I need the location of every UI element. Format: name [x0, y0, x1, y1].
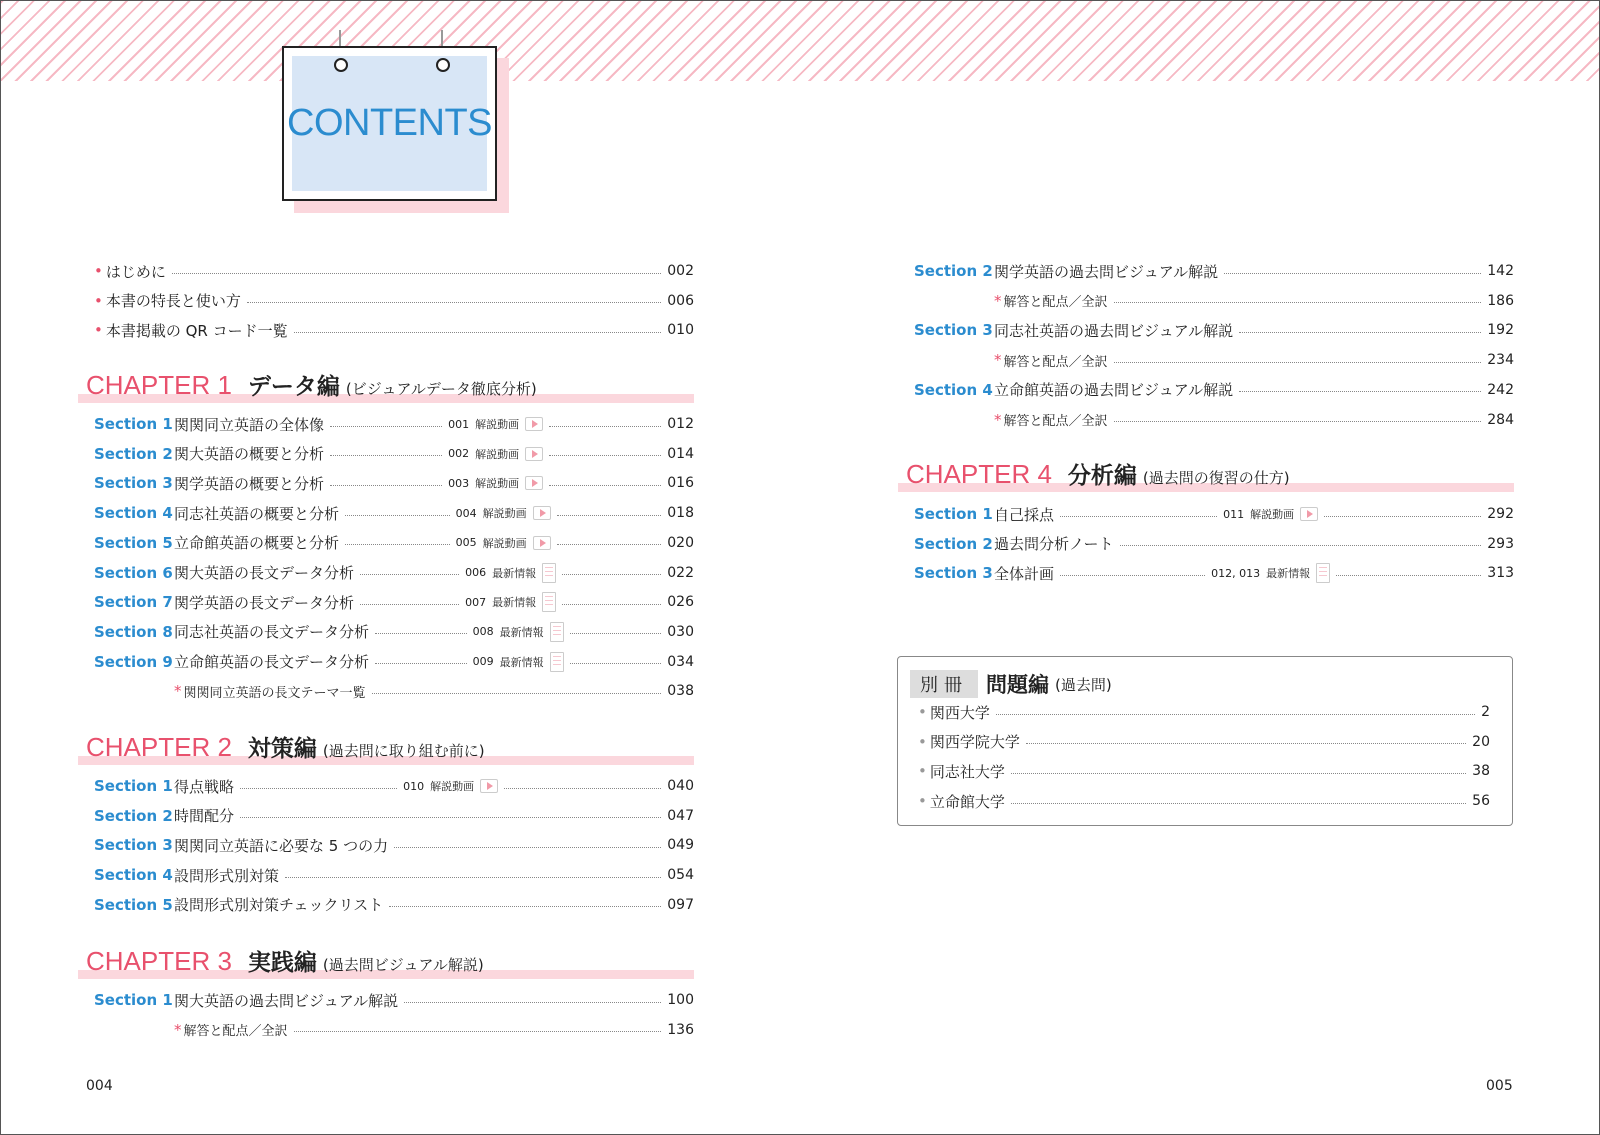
section-number: Section 7 [94, 593, 173, 612]
leader-dots [1120, 545, 1482, 546]
qr-tag [1223, 506, 1318, 522]
qr-tag [473, 622, 564, 642]
entry-title: はじめに [105, 262, 166, 281]
leader-dots [294, 332, 662, 333]
page-number: 012 [667, 416, 694, 432]
entry-title: 関学英語の概要と分析 [174, 474, 325, 493]
asterisk-icon: * [174, 682, 182, 701]
document-icon [542, 563, 556, 583]
leader-dots [285, 877, 661, 878]
leader-dots [345, 515, 450, 516]
header-stripes [1, 1, 1599, 81]
leader-dots [1114, 362, 1482, 363]
leader-dots [549, 426, 661, 427]
leader-dots [504, 788, 661, 789]
leader-dots [330, 426, 442, 427]
section-entry[interactable] [94, 832, 694, 858]
leader-dots [1324, 516, 1481, 517]
section-entry[interactable] [94, 500, 694, 526]
section-number: Section 2 [914, 262, 993, 280]
entry-title: 関西大学 [929, 703, 990, 722]
page-number: 100 [667, 992, 694, 1008]
page-number: 047 [667, 807, 694, 824]
leader-dots [1114, 421, 1482, 422]
section-entry[interactable] [914, 560, 1514, 586]
entry-title: 自己採点 [994, 505, 1055, 524]
page-number: 006 [667, 292, 694, 309]
section-entry[interactable] [914, 501, 1514, 527]
qr-tag [456, 505, 551, 521]
entry-title: 関大英語の過去問ビジュアル解説 [174, 991, 399, 1010]
section-entry[interactable] [94, 589, 694, 615]
page-number: 010 [667, 322, 694, 339]
leader-dots [404, 1002, 661, 1003]
video-play-icon [525, 417, 543, 431]
video-play-icon [480, 779, 498, 793]
asterisk-icon: * [994, 291, 1002, 310]
contents-title: CONTENTS [287, 102, 492, 144]
section-entry[interactable] [94, 987, 694, 1013]
title-card [282, 46, 497, 201]
chapter-heading-ch1 [78, 363, 694, 403]
ring-left [334, 58, 348, 72]
section-number: Section 2 [94, 444, 173, 463]
entry-title: 全体計画 [994, 564, 1055, 583]
leader-dots [240, 788, 397, 789]
entry-title: 立命館大学 [929, 792, 1005, 811]
section-number: Section 5 [94, 533, 173, 552]
entry-title: 立命館英語の過去問ビジュアル解説 [994, 381, 1234, 400]
leader-dots [1026, 743, 1466, 744]
page-number: 142 [1487, 263, 1514, 279]
entry-title: 解答と配点／全訳 [183, 1024, 288, 1040]
leader-dots [1060, 516, 1217, 517]
note-entry[interactable] [914, 347, 1514, 373]
page-number: 293 [1487, 535, 1514, 552]
entry-title: 立命館英語の長文データ分析 [174, 653, 370, 672]
section-entry[interactable] [94, 411, 694, 437]
document-icon [550, 622, 564, 642]
qr-tag [473, 652, 564, 672]
chapter-heading-ch4 [898, 452, 1514, 492]
bessatsu-title: 問題編 [986, 673, 1049, 697]
page-number: 38 [1472, 763, 1490, 780]
section-entry[interactable] [914, 531, 1514, 557]
entry-title: 時間配分 [174, 807, 235, 826]
entry-title: 関関同立英語の長文テーマ一覧 [183, 685, 366, 701]
bessatsu-entry[interactable] [918, 758, 1490, 784]
qr-tag [403, 778, 498, 794]
leader-dots [394, 847, 661, 848]
page-number: 049 [667, 837, 694, 854]
section-entry[interactable] [94, 619, 694, 645]
bullet-icon: • [918, 792, 927, 811]
qr-tag [448, 446, 543, 462]
entry-title: 関学英語の長文データ分析 [174, 593, 355, 612]
chapter-text [86, 944, 484, 977]
leader-dots [570, 663, 662, 664]
section-number: Section 6 [94, 563, 173, 582]
qr-kind: 解説動画 [1250, 508, 1295, 521]
bullet-icon: • [94, 262, 103, 280]
page-number: 026 [667, 594, 694, 611]
page-number: 292 [1487, 506, 1514, 522]
bessatsu-subtitle: (過去問) [1055, 675, 1112, 694]
entry-title: 得点戦略 [174, 777, 235, 796]
video-play-icon [533, 536, 551, 550]
leader-dots [1224, 273, 1481, 274]
entry-title: 同志社英語の過去問ビジュアル解説 [994, 321, 1234, 340]
page-number: 038 [667, 683, 694, 700]
leader-dots [549, 485, 661, 486]
qr-code-number: 002 [448, 447, 470, 461]
page-number: 56 [1472, 793, 1490, 810]
entry-title: 設問形式別対策 [174, 866, 280, 885]
chapter-text [86, 368, 537, 401]
section-number: Section 3 [914, 564, 993, 583]
video-play-icon [533, 506, 551, 520]
note-entry[interactable] [914, 407, 1514, 433]
chapter-number: CHAPTER 2 [86, 732, 232, 762]
leader-dots [1239, 332, 1481, 333]
bessatsu-entry[interactable] [918, 729, 1490, 755]
bessatsu-header [910, 669, 1112, 699]
leader-dots [557, 515, 662, 516]
bullet-icon: • [918, 762, 927, 781]
entry-title: 関大英語の長文データ分析 [174, 564, 355, 582]
qr-tag [456, 535, 551, 551]
section-number: Section 1 [94, 777, 173, 795]
page-number: 2 [1481, 704, 1490, 720]
page-number: 097 [667, 896, 694, 913]
qr-code-number: 001 [448, 417, 470, 431]
leader-dots [360, 574, 459, 575]
qr-code-number: 007 [465, 595, 487, 609]
section-number: Section 3 [94, 836, 173, 855]
bessatsu-tag: 別冊 [910, 670, 978, 698]
leader-dots [1011, 803, 1466, 804]
qr-tag [465, 563, 556, 583]
page-number: 016 [667, 475, 694, 492]
entry-title: 同志社大学 [929, 762, 1005, 781]
entry-title: 本書の特長と使い方 [105, 292, 241, 311]
entry-title: 関関同立英語の全体像 [174, 415, 325, 434]
bessatsu-box [897, 656, 1513, 826]
page-number: 040 [667, 778, 694, 794]
asterisk-icon: * [174, 1020, 182, 1039]
qr-kind: 最新情報 [499, 655, 544, 669]
page-number: 284 [1487, 411, 1514, 428]
section-number: Section 1 [914, 505, 993, 523]
section-number: Section 9 [94, 652, 173, 671]
page-number: 136 [667, 1021, 694, 1038]
page-number: 054 [667, 867, 694, 884]
page-number: 186 [1487, 292, 1514, 309]
qr-code-number: 012, 013 [1211, 566, 1261, 580]
qr-tag [1211, 563, 1330, 583]
chapter-title: 対策編 [247, 736, 317, 762]
chapter-number: CHAPTER 3 [86, 946, 232, 976]
entry-title: 本書掲載の QR コード一覧 [105, 321, 288, 340]
leader-dots [247, 302, 661, 303]
page-number: 020 [667, 534, 694, 551]
section-entry[interactable] [94, 892, 694, 918]
qr-kind: 解説動画 [430, 780, 475, 793]
qr-kind: 解説動画 [475, 477, 520, 491]
entry-title: 設問形式別対策チェックリスト [174, 896, 384, 915]
section-entry[interactable] [94, 649, 694, 675]
chapter-title: 分析編 [1067, 463, 1137, 489]
leader-dots [1239, 391, 1481, 392]
entry-title: 同志社英語の長文データ分析 [174, 623, 370, 642]
page-number: 022 [667, 564, 694, 581]
leader-dots [172, 273, 661, 274]
page-number: 030 [667, 623, 694, 640]
section-number: Section 2 [914, 534, 993, 553]
section-number: Section 1 [94, 991, 173, 1009]
entry-title: 関学英語の過去問ビジュアル解説 [994, 262, 1219, 281]
page-number: 313 [1487, 565, 1515, 582]
leader-dots [375, 633, 467, 634]
section-entry[interactable] [94, 441, 694, 467]
intro-entry[interactable] [94, 288, 694, 314]
leader-dots [240, 817, 661, 818]
leader-dots [996, 714, 1475, 715]
section-entry[interactable] [94, 862, 694, 888]
video-play-icon [1300, 507, 1318, 521]
section-number: Section 8 [94, 622, 173, 641]
page-number: 002 [667, 263, 694, 279]
leader-dots [330, 455, 442, 456]
leader-dots [1011, 773, 1466, 774]
entry-title: 解答と配点／全訳 [1003, 295, 1108, 311]
qr-kind: 最新情報 [492, 566, 537, 580]
chapter-subtitle: (過去問に取り組む前に) [322, 742, 485, 760]
qr-kind: 最新情報 [1266, 567, 1311, 581]
page-number: 20 [1472, 733, 1490, 750]
section-number: Section 5 [94, 895, 173, 914]
leader-dots [1336, 575, 1481, 576]
entry-title: 関西学院大学 [929, 733, 1020, 752]
leader-dots [375, 663, 467, 664]
section-entry[interactable] [94, 470, 694, 496]
bullet-icon: • [918, 703, 927, 721]
chapter-text [906, 457, 1290, 490]
section-entry[interactable] [94, 560, 694, 586]
asterisk-icon: * [994, 351, 1002, 370]
qr-code-number: 006 [465, 566, 487, 579]
leader-dots [330, 485, 442, 486]
qr-code-number: 003 [448, 476, 470, 490]
qr-kind: 解説動画 [482, 536, 527, 550]
note-entry[interactable] [94, 678, 694, 704]
page-number: 014 [667, 445, 694, 462]
section-number: Section 4 [94, 504, 173, 523]
page-number: 234 [1487, 352, 1514, 369]
folio-left: 004 [86, 1078, 113, 1094]
leader-dots [570, 633, 662, 634]
entry-title: 関関同立英語に必要な 5 つの力 [174, 836, 389, 855]
bullet-icon: • [94, 291, 103, 310]
qr-code-number: 008 [472, 625, 494, 639]
chapter-title: データ編 [247, 374, 340, 400]
entry-title: 立命館英語の概要と分析 [174, 534, 340, 553]
leader-dots [294, 1031, 662, 1032]
section-entry[interactable] [94, 773, 694, 799]
chapter-heading-ch3 [78, 939, 694, 979]
section-number: Section 4 [914, 380, 993, 399]
note-entry[interactable] [94, 1017, 694, 1043]
bullet-icon: • [94, 321, 103, 340]
qr-tag [448, 416, 543, 432]
page-number: 192 [1487, 322, 1514, 339]
qr-code-number: 004 [455, 506, 477, 520]
document-icon [1316, 563, 1330, 583]
qr-code-number: 009 [472, 655, 494, 669]
intro-entry[interactable] [94, 317, 694, 343]
chapter-subtitle: (過去問の復習の仕方) [1142, 469, 1290, 487]
chapter-subtitle: (過去問ビジュアル解説) [322, 956, 484, 974]
chapter-subtitle: (ビジュアルデータ徹底分析) [345, 380, 537, 398]
chapter-heading-ch2 [78, 725, 694, 765]
leader-dots [562, 574, 661, 575]
page-number: 242 [1487, 381, 1514, 398]
chapter-number: CHAPTER 1 [86, 370, 232, 400]
section-number: Section 2 [94, 806, 173, 825]
leader-dots [1114, 302, 1482, 303]
title-inner [287, 56, 492, 191]
page-number: 034 [667, 653, 694, 670]
bessatsu-entry[interactable] [918, 699, 1490, 725]
section-number: Section 3 [914, 321, 993, 340]
qr-tag [465, 592, 556, 612]
ring-right [436, 58, 450, 72]
qr-kind: 最新情報 [492, 596, 537, 610]
leader-dots [389, 906, 661, 907]
leader-dots [1060, 575, 1205, 576]
leader-dots [372, 693, 662, 694]
chapter-text [86, 730, 485, 763]
entry-title: 過去問分析ノート [994, 535, 1114, 554]
section-number: Section 1 [94, 415, 173, 433]
folio-right: 005 [1486, 1078, 1513, 1094]
entry-title: 解答と配点／全訳 [1003, 354, 1108, 370]
bullet-icon: • [918, 732, 927, 751]
intro-entry[interactable] [94, 258, 694, 284]
entry-title: 同志社英語の概要と分析 [174, 504, 340, 523]
document-icon [542, 592, 556, 612]
section-entry[interactable] [914, 377, 1514, 403]
chapter-number: CHAPTER 4 [906, 459, 1052, 489]
document-icon [550, 652, 564, 672]
qr-tag [448, 475, 543, 491]
section-entry[interactable] [94, 803, 694, 829]
entry-title: 関大英語の概要と分析 [174, 445, 325, 464]
note-entry[interactable] [914, 288, 1514, 314]
section-entry[interactable] [914, 258, 1514, 284]
leader-dots [557, 544, 662, 545]
section-entry[interactable] [94, 530, 694, 556]
bessatsu-entry[interactable] [918, 788, 1490, 814]
leader-dots [562, 604, 661, 605]
qr-kind: 解説動画 [475, 447, 520, 461]
asterisk-icon: * [994, 410, 1002, 429]
section-number: Section 4 [94, 866, 173, 885]
qr-code-number: 010 [403, 779, 425, 793]
leader-dots [360, 604, 459, 605]
qr-kind: 解説動画 [475, 418, 520, 431]
leader-dots [345, 544, 450, 545]
entry-title: 解答と配点／全訳 [1003, 414, 1108, 429]
qr-code-number: 005 [455, 536, 477, 550]
qr-code-number: 011 [1223, 507, 1245, 521]
qr-kind: 解説動画 [482, 507, 527, 521]
video-play-icon [525, 447, 543, 461]
page-number: 018 [667, 505, 694, 522]
video-play-icon [525, 476, 543, 490]
chapter-title: 実践編 [247, 950, 317, 976]
qr-kind: 最新情報 [499, 625, 544, 639]
section-entry[interactable] [914, 317, 1514, 343]
section-number: Section 3 [94, 474, 173, 493]
leader-dots [549, 455, 661, 456]
